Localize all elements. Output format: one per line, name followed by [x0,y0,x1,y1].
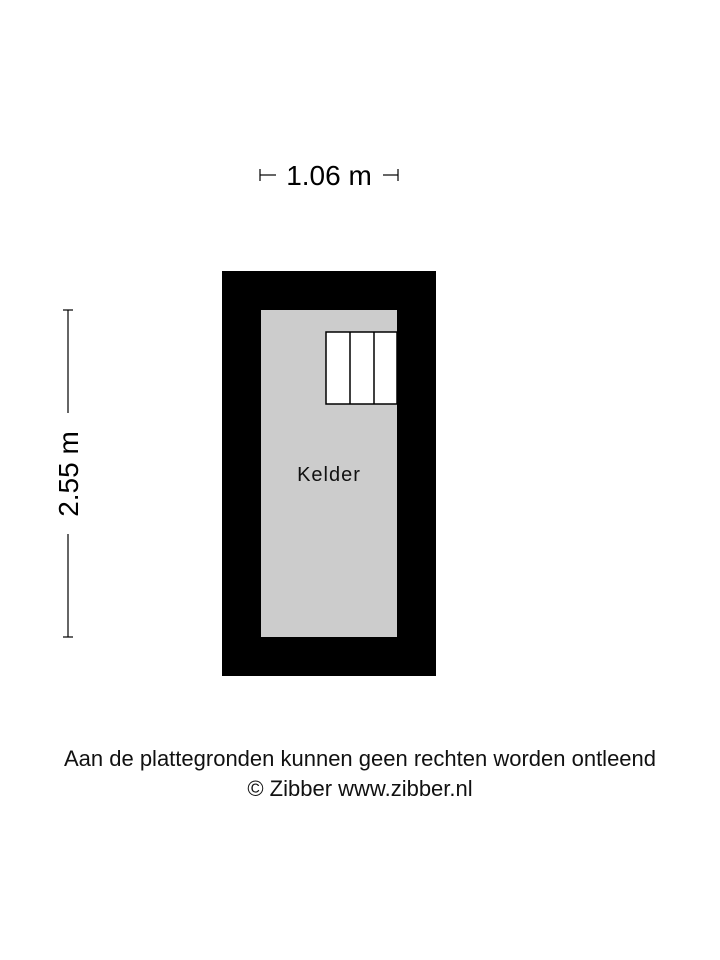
copyright-text: © Zibber www.zibber.nl [247,776,473,801]
height-dimension [53,310,84,637]
disclaimer-text: Aan de plattegronden kunnen geen rechten worden ontleend [63,746,657,771]
width-dimension-label: 1.06 m [286,160,372,191]
staircase-icon [326,332,397,404]
stairs-outline [326,332,397,404]
width-dimension [260,160,398,191]
height-dimension-label: 2.55 m [53,431,84,517]
room-label: Kelder [297,464,361,486]
